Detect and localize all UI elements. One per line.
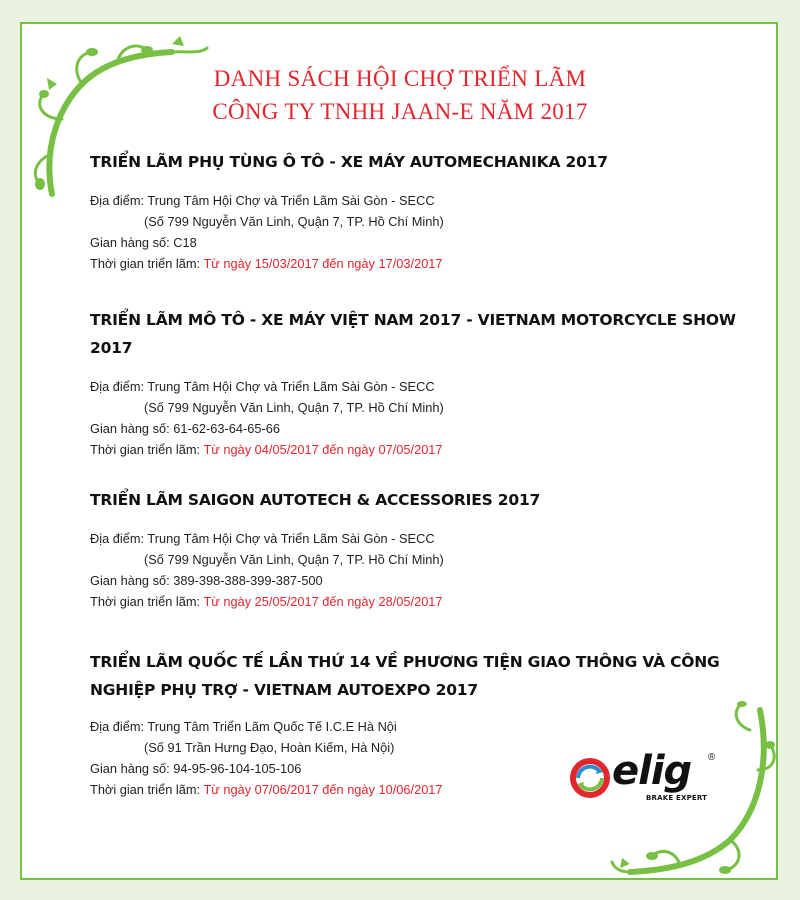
event-motorcycle-show (90, 306, 770, 460)
booth-value: 94-95-96-104-105-106 (173, 761, 302, 776)
logo-registered: ® (708, 752, 716, 763)
booth-row (90, 232, 770, 253)
booth-row (90, 418, 770, 439)
time-value: Từ ngày 25/05/2017 đến ngày 28/05/2017 (203, 594, 443, 609)
time-label: Thời gian triển lãm: (90, 256, 204, 271)
location-label: Địa điểm: (90, 379, 148, 394)
location-label: Địa điểm: (90, 531, 148, 546)
location-value: Trung Tâm Hội Chợ và Triển Lãm Sài Gòn - SECC (147, 531, 435, 546)
location-row (90, 716, 750, 737)
time-value: Từ ngày 04/05/2017 đến ngày 07/05/2017 (203, 442, 443, 457)
booth-value: C18 (173, 235, 197, 250)
event-automechanika (90, 148, 770, 274)
event-title: TRIỂN LÃM PHỤ TÙNG Ô TÔ - XE MÁY AUTOMECHANIKA 2017 (90, 153, 608, 171)
booth-value: 389-398-388-399-387-500 (173, 573, 323, 588)
event-autotech (90, 486, 770, 612)
location-value: Trung Tâm Hội Chợ và Triển Lãm Sài Gòn - SECC (147, 379, 435, 394)
booth-row (90, 570, 770, 591)
event-details (90, 190, 770, 274)
time-row (90, 591, 770, 612)
time-label: Thời gian triển lãm: (90, 442, 204, 457)
logo-brand: elig (612, 748, 692, 794)
elig-emblem-icon (570, 758, 610, 798)
location-row (90, 376, 770, 397)
location-row (90, 528, 770, 549)
time-value: Từ ngày 07/06/2017 đến ngày 10/06/2017 (203, 782, 443, 797)
location-value: Trung Tâm Hội Chợ và Triển Lãm Sài Gòn - SECC (147, 193, 435, 208)
booth-label: Gian hàng số: (90, 573, 174, 588)
location-value: Trung Tâm Triển Lãm Quốc Tế I.C.E Hà Nội (147, 719, 397, 734)
time-row (90, 439, 770, 460)
time-row (90, 253, 770, 274)
address-row: (Số 91 Trần Hưng Đạo, Hoàn Kiếm, Hà Nội) (144, 740, 395, 755)
event-title: TRIỂN LÃM QUỐC TẾ LẦN THỨ 14 VỀ PHƯƠNG TIỆN GIAO THÔNG VÀ CÔNG NGHIỆP PHỤ TRỢ - VIETNAM AUTOEXPO 2017 (90, 653, 720, 699)
location-label: Địa điểm: (90, 193, 148, 208)
booth-value: 61-62-63-64-65-66 (173, 421, 280, 436)
address-row: (Số 799 Nguyễn Văn Linh, Quận 7, TP. Hồ Chí Minh) (144, 400, 444, 415)
location-row (90, 190, 770, 211)
address-row: (Số 799 Nguyễn Văn Linh, Quận 7, TP. Hồ Chí Minh) (144, 552, 444, 567)
time-label: Thời gian triển lãm: (90, 782, 204, 797)
title-line-2: CÔNG TY TNHH JAAN-E NĂM 2017 (212, 99, 588, 124)
address-row: (Số 799 Nguyễn Văn Linh, Quận 7, TP. Hồ Chí Minh) (144, 214, 444, 229)
time-value: Từ ngày 15/03/2017 đến ngày 17/03/2017 (203, 256, 443, 271)
location-label: Địa điểm: (90, 719, 148, 734)
event-details (90, 528, 770, 612)
booth-label: Gian hàng số: (90, 235, 174, 250)
elig-logo (570, 748, 720, 804)
border-bottom (20, 878, 778, 880)
page-title (0, 62, 800, 128)
time-label: Thời gian triển lãm: (90, 594, 204, 609)
event-details (90, 376, 770, 460)
booth-label: Gian hàng số: (90, 761, 174, 776)
event-title: TRIỂN LÃM MÔ TÔ - XE MÁY VIỆT NAM 2017 - VIETNAM MOTORCYCLE SHOW 2017 (90, 311, 736, 357)
booth-label: Gian hàng số: (90, 421, 174, 436)
title-line-1: DANH SÁCH HỘI CHỢ TRIỂN LÃM (213, 66, 587, 91)
event-title: TRIỂN LÃM SAIGON AUTOTECH & ACCESSORIES 2017 (90, 491, 541, 509)
logo-tagline: BRAKE EXPERT (646, 794, 708, 802)
